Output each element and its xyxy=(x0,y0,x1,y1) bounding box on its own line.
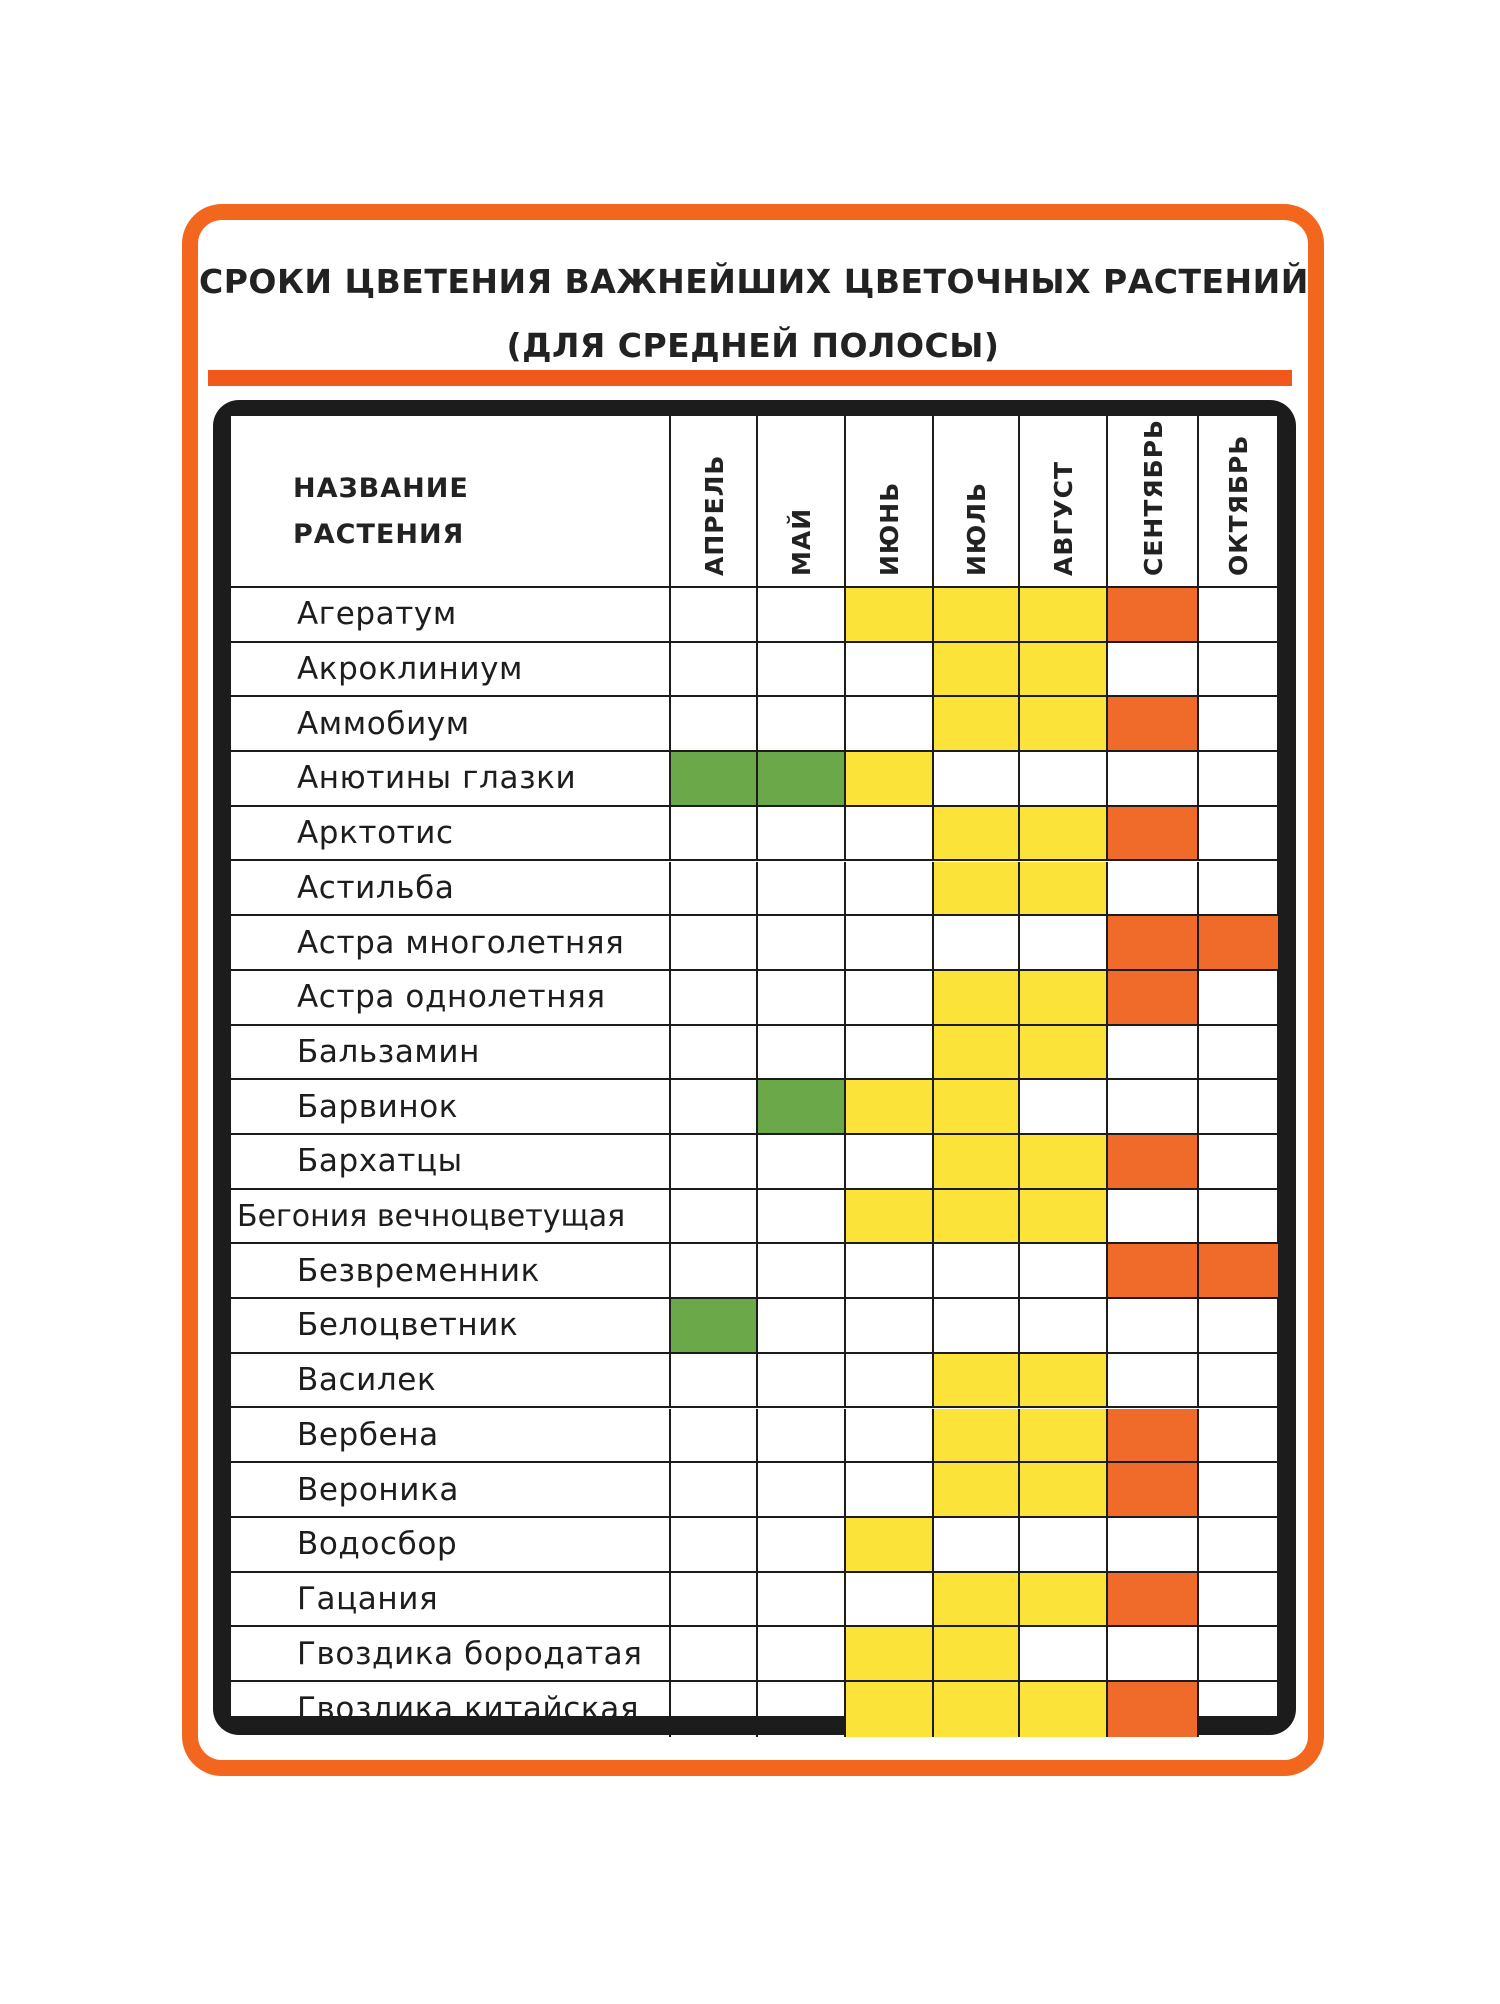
bloom-cell xyxy=(934,1244,1020,1297)
table-row xyxy=(231,1463,1277,1518)
bloom-cell xyxy=(1108,1463,1199,1516)
bloom-cell xyxy=(671,1682,758,1737)
plant-name: Гвоздика бородатая xyxy=(231,1627,671,1680)
bloom-cell xyxy=(671,1135,758,1188)
bloom-cell xyxy=(758,1627,846,1680)
bloom-cell xyxy=(846,862,934,915)
bloom-cell xyxy=(846,697,934,750)
bloom-cell xyxy=(846,1573,934,1626)
bloom-cell xyxy=(1199,971,1278,1024)
bloom-cell xyxy=(846,1682,934,1737)
plant-name: Безвременник xyxy=(231,1244,671,1297)
bloom-cell xyxy=(1108,1409,1199,1462)
bloom-cell xyxy=(846,1244,934,1297)
table-row xyxy=(231,1080,1277,1135)
bloom-cell xyxy=(671,807,758,860)
bloom-cell xyxy=(671,971,758,1024)
bloom-cell xyxy=(1020,1190,1108,1243)
bloom-cell xyxy=(934,1409,1020,1462)
bloom-cell xyxy=(846,1026,934,1079)
bloom-cell xyxy=(1108,697,1199,750)
bloom-cell xyxy=(1199,1026,1278,1079)
bloom-cell xyxy=(1199,588,1278,641)
bloom-cell xyxy=(1108,1244,1199,1297)
bloom-cell xyxy=(1020,1080,1108,1133)
bloom-cell xyxy=(1020,752,1108,805)
bloom-cell xyxy=(934,916,1020,969)
bloom-cell xyxy=(934,1354,1020,1407)
plant-name: Вероника xyxy=(231,1463,671,1516)
bloom-cell xyxy=(846,588,934,641)
plant-name: Астильба xyxy=(231,862,671,915)
table-row xyxy=(231,1190,1277,1245)
bloom-cell xyxy=(758,1244,846,1297)
bloom-cell xyxy=(934,588,1020,641)
table-row xyxy=(231,1299,1277,1354)
bloom-cell xyxy=(1108,807,1199,860)
bloom-cell xyxy=(671,916,758,969)
bloom-cell xyxy=(1020,1573,1108,1626)
bloom-cell xyxy=(1020,916,1108,969)
bloom-cell xyxy=(671,1026,758,1079)
bloom-cell xyxy=(846,1409,934,1462)
bloom-cell xyxy=(846,1627,934,1680)
bloom-cell xyxy=(758,1463,846,1516)
plant-name: Астра однолетняя xyxy=(231,971,671,1024)
bloom-cell xyxy=(758,1190,846,1243)
header-name-label xyxy=(293,466,469,558)
month-header-3 xyxy=(846,416,934,586)
plant-name: Вербена xyxy=(231,1409,671,1462)
bloom-cell xyxy=(1020,1354,1108,1407)
bloom-cell xyxy=(1020,1026,1108,1079)
bloom-cell xyxy=(758,1409,846,1462)
bloom-cell xyxy=(1020,971,1108,1024)
plant-name: Барвинок xyxy=(231,1080,671,1133)
bloom-cell xyxy=(1020,862,1108,915)
bloom-cell xyxy=(846,1518,934,1571)
bloom-cell xyxy=(1020,697,1108,750)
bloom-cell xyxy=(1108,1682,1199,1737)
bloom-cell xyxy=(671,1518,758,1571)
chart-title-line-1: СРОКИ ЦВЕТЕНИЯ ВАЖНЕЙШИХ ЦВЕТОЧНЫХ РАСТЕНИЙ xyxy=(199,262,1309,301)
bloom-cell xyxy=(1199,697,1278,750)
bloom-cell xyxy=(1020,1682,1108,1737)
bloom-cell xyxy=(758,1299,846,1352)
chart-title xyxy=(199,250,1307,378)
plant-name: Агератум xyxy=(231,588,671,641)
bloom-cell xyxy=(846,1463,934,1516)
bloom-cell xyxy=(934,1682,1020,1737)
month-label: ИЮНЬ xyxy=(875,481,904,576)
table-row xyxy=(231,1682,1277,1737)
bloom-cell xyxy=(846,643,934,696)
month-header-6 xyxy=(1108,416,1199,586)
bloom-cell xyxy=(1020,1135,1108,1188)
bloom-cell xyxy=(671,588,758,641)
table-row xyxy=(231,971,1277,1026)
bloom-cell xyxy=(1108,1627,1199,1680)
bloom-cell xyxy=(1020,1463,1108,1516)
bloom-cell xyxy=(846,752,934,805)
plant-name: Астра многолетняя xyxy=(231,916,671,969)
bloom-cell xyxy=(934,643,1020,696)
bloom-cell xyxy=(1020,1518,1108,1571)
bloom-cell xyxy=(758,1682,846,1737)
plant-name: Бальзамин xyxy=(231,1026,671,1079)
bloom-cell xyxy=(671,862,758,915)
bloom-table xyxy=(231,416,1277,1728)
month-label: ИЮЛЬ xyxy=(962,481,991,576)
table-row xyxy=(231,1518,1277,1573)
bloom-cell xyxy=(1020,588,1108,641)
bloom-cell xyxy=(758,916,846,969)
bloom-cell xyxy=(1199,643,1278,696)
table-row xyxy=(231,588,1277,643)
bloom-cell xyxy=(1199,916,1278,969)
bloom-cell xyxy=(1199,752,1278,805)
bloom-cell xyxy=(758,752,846,805)
plant-name: Бегония вечноцветущая xyxy=(231,1190,671,1243)
bloom-cell xyxy=(1199,1682,1278,1737)
bloom-cell xyxy=(934,1299,1020,1352)
bloom-cell xyxy=(758,807,846,860)
bloom-cell xyxy=(1108,1026,1199,1079)
plant-name: Белоцветник xyxy=(231,1299,671,1352)
bloom-cell xyxy=(934,1518,1020,1571)
plant-name: Бархатцы xyxy=(231,1135,671,1188)
table-row xyxy=(231,1354,1277,1409)
bloom-cell xyxy=(1199,862,1278,915)
bloom-cell xyxy=(671,1299,758,1352)
bloom-cell xyxy=(1199,807,1278,860)
bloom-cell xyxy=(758,1518,846,1571)
plant-name: Анютины глазки xyxy=(231,752,671,805)
bloom-cell xyxy=(846,1299,934,1352)
bloom-cell xyxy=(1108,1080,1199,1133)
bloom-cell xyxy=(1199,1627,1278,1680)
table-row xyxy=(231,1026,1277,1081)
bloom-cell xyxy=(1020,643,1108,696)
table-row xyxy=(231,1244,1277,1299)
bloom-cell xyxy=(671,1573,758,1626)
bloom-cell xyxy=(1199,1080,1278,1133)
bloom-cell xyxy=(1108,1518,1199,1571)
bloom-cell xyxy=(1199,1135,1278,1188)
table-row xyxy=(231,916,1277,971)
bloom-cell xyxy=(846,1080,934,1133)
bloom-cell xyxy=(1020,1244,1108,1297)
bloom-cell xyxy=(1108,588,1199,641)
month-label: МАЙ xyxy=(787,507,816,576)
bloom-cell xyxy=(934,1135,1020,1188)
month-header-2 xyxy=(758,416,846,586)
plant-name: Водосбор xyxy=(231,1518,671,1571)
bloom-cell xyxy=(758,697,846,750)
plant-name: Арктотис xyxy=(231,807,671,860)
bloom-cell xyxy=(671,1409,758,1462)
bloom-cell xyxy=(846,916,934,969)
bloom-cell xyxy=(846,807,934,860)
table-row xyxy=(231,1573,1277,1628)
month-label: АПРЕЛЬ xyxy=(699,454,729,576)
bloom-cell xyxy=(846,1135,934,1188)
plant-name: Аммобиум xyxy=(231,697,671,750)
bloom-cell xyxy=(1199,1463,1278,1516)
bloom-cell xyxy=(934,1080,1020,1133)
table-row xyxy=(231,1627,1277,1682)
bloom-cell xyxy=(1199,1190,1278,1243)
plant-name: Гацания xyxy=(231,1573,671,1626)
bloom-cell xyxy=(1199,1244,1278,1297)
table-row xyxy=(231,862,1277,917)
bloom-cell xyxy=(846,971,934,1024)
bloom-cell xyxy=(758,1080,846,1133)
bloom-cell xyxy=(1020,1299,1108,1352)
bloom-cell xyxy=(671,1190,758,1243)
bloom-cell xyxy=(671,643,758,696)
plant-name: Василек xyxy=(231,1354,671,1407)
bloom-cell xyxy=(934,862,1020,915)
bloom-cell xyxy=(934,1463,1020,1516)
bloom-cell xyxy=(671,1463,758,1516)
bloom-cell xyxy=(846,1354,934,1407)
bloom-cell xyxy=(934,697,1020,750)
bloom-cell xyxy=(1199,1354,1278,1407)
bloom-cell xyxy=(1199,1518,1278,1571)
table-row xyxy=(231,807,1277,862)
month-header-4 xyxy=(934,416,1020,586)
bloom-cell xyxy=(1108,971,1199,1024)
plant-name: Гвоздика китайская xyxy=(231,1682,671,1737)
bloom-cell xyxy=(934,1573,1020,1626)
bloom-cell xyxy=(846,1190,934,1243)
bloom-cell xyxy=(1108,752,1199,805)
bloom-cell xyxy=(671,1354,758,1407)
table-row xyxy=(231,1409,1277,1464)
month-header-5 xyxy=(1020,416,1108,586)
bloom-cell xyxy=(671,752,758,805)
bloom-cell xyxy=(758,1573,846,1626)
bloom-cell xyxy=(671,697,758,750)
bloom-cell xyxy=(1108,1135,1199,1188)
bloom-cell xyxy=(1199,1409,1278,1462)
chart-title-line-2: (ДЛЯ СРЕДНЕЙ ПОЛОСЫ) xyxy=(506,326,1000,365)
bloom-cell xyxy=(758,1135,846,1188)
table-row xyxy=(231,643,1277,698)
bloom-cell xyxy=(1108,643,1199,696)
bloom-cell xyxy=(758,862,846,915)
bloom-cell xyxy=(671,1244,758,1297)
header-name-line-1: НАЗВАНИЕ xyxy=(293,473,469,504)
table-row xyxy=(231,697,1277,752)
header-name-cell xyxy=(231,416,671,586)
bloom-cell xyxy=(1108,1299,1199,1352)
bloom-cell xyxy=(1108,862,1199,915)
plant-name: Акроклиниум xyxy=(231,643,671,696)
month-label: СЕНТЯБРЬ xyxy=(1138,418,1168,576)
bloom-cell xyxy=(671,1627,758,1680)
bloom-cell xyxy=(1108,1190,1199,1243)
bloom-cell xyxy=(1020,1409,1108,1462)
bloom-cell xyxy=(934,752,1020,805)
bloom-cell xyxy=(1020,807,1108,860)
bloom-cell xyxy=(1108,1354,1199,1407)
bloom-cell xyxy=(1199,1573,1278,1626)
month-header-7 xyxy=(1199,416,1278,586)
bloom-cell xyxy=(934,1190,1020,1243)
bloom-cell xyxy=(1020,1627,1108,1680)
bloom-cell xyxy=(934,1627,1020,1680)
bloom-cell xyxy=(758,971,846,1024)
month-header-1 xyxy=(671,416,758,586)
bloom-cell xyxy=(758,1026,846,1079)
bloom-cell xyxy=(758,643,846,696)
bloom-cell xyxy=(671,1080,758,1133)
title-divider xyxy=(208,370,1292,386)
bloom-cell xyxy=(1108,1573,1199,1626)
month-label: ОКТЯБРЬ xyxy=(1223,434,1253,576)
bloom-cell xyxy=(934,1026,1020,1079)
bloom-cell xyxy=(934,807,1020,860)
header-name-line-2: РАСТЕНИЯ xyxy=(293,519,465,550)
bloom-cell xyxy=(1199,1299,1278,1352)
bloom-cell xyxy=(1108,916,1199,969)
table-row xyxy=(231,752,1277,807)
bloom-cell xyxy=(758,588,846,641)
bloom-cell xyxy=(758,1354,846,1407)
bloom-cell xyxy=(934,971,1020,1024)
table-row xyxy=(231,1135,1277,1190)
month-label: АВГУСТ xyxy=(1049,460,1078,576)
table-header-row xyxy=(231,416,1277,588)
